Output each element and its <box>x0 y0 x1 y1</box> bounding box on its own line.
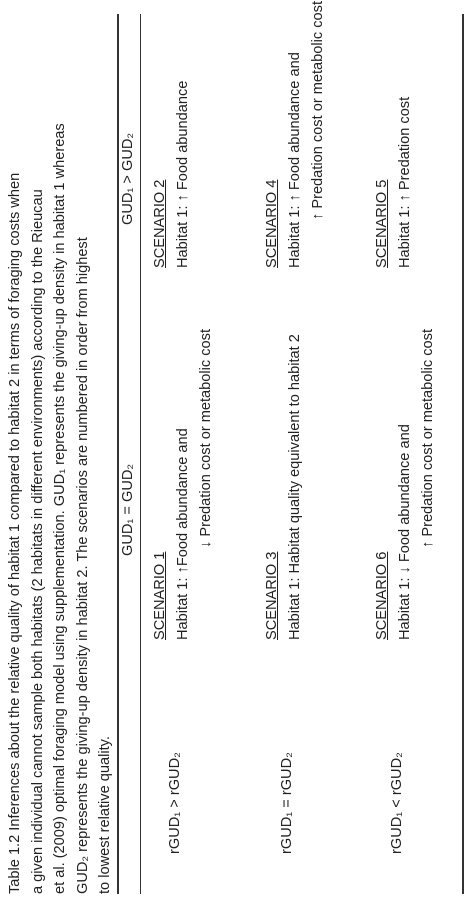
caption-line-1: Table 1.2 Inferences about the relative quality of habitat 1 compared to habitat 2 in terms of foraging costs when <box>7 172 23 894</box>
scenario-1-line-1: Habitat 1: ↑Food abundance and <box>175 428 191 640</box>
col-header-equal: GUD₁ = GUD₂ <box>120 463 136 556</box>
scenario-1-title: SCENARIO 1 <box>152 551 168 640</box>
row-label-1: rGUD₁ > rGUD₂ <box>167 752 183 854</box>
scenario-1-line-2: ↓ Predation cost or metabolic cost <box>198 328 214 548</box>
scenario-6-title: SCENARIO 6 <box>374 551 390 640</box>
scenario-4-title: SCENARIO 4 <box>264 179 280 268</box>
scenario-2-line-1: Habitat 1: ↑ Food abundance <box>175 80 191 268</box>
table-bottom-rule <box>462 14 464 894</box>
scenario-4-line-1: Habitat 1: ↑ Food abundance and <box>287 52 303 268</box>
scenario-5-title: SCENARIO 5 <box>374 179 390 268</box>
caption-line-4: GUD₂ represents the giving-up density in habitat 2. The scenarios are numbered in order from highest <box>75 237 91 894</box>
table-top-rule <box>117 14 119 894</box>
header-rule <box>140 14 141 894</box>
scenario-4-line-2: ↑ Predation cost or metabolic cost <box>310 0 326 220</box>
caption-line-3: et al. (2009) optimal foraging model using supplementation. GUD₁ represents the giving-up density in habitat 1 whereas <box>52 123 68 894</box>
scenario-2-title: SCENARIO 2 <box>152 179 168 268</box>
row-label-2: rGUD₁ = rGUD₂ <box>279 752 295 854</box>
col-header-greater: GUD₁ > GUD₂ <box>120 132 136 225</box>
scenario-6-line-1: Habitat 1: ↓ Food abundance and <box>397 424 413 640</box>
scenario-6-line-2: ↑ Predation cost or metabolic cost <box>420 328 436 548</box>
caption-line-2: a given individual cannot sample both habitats (2 habitats in different environments) according to the Rieucau <box>30 189 46 894</box>
caption-line-5: to lowest relative quality. <box>97 736 113 894</box>
scenario-5-line-1: Habitat 1: ↑ Predation cost <box>397 96 413 268</box>
scenario-3-title: SCENARIO 3 <box>264 551 280 640</box>
scenario-3-line-1: Habitat 1: Habitat quality equivalent to habitat 2 <box>287 334 303 640</box>
row-label-3: rGUD₁ < rGUD₂ <box>389 752 405 854</box>
